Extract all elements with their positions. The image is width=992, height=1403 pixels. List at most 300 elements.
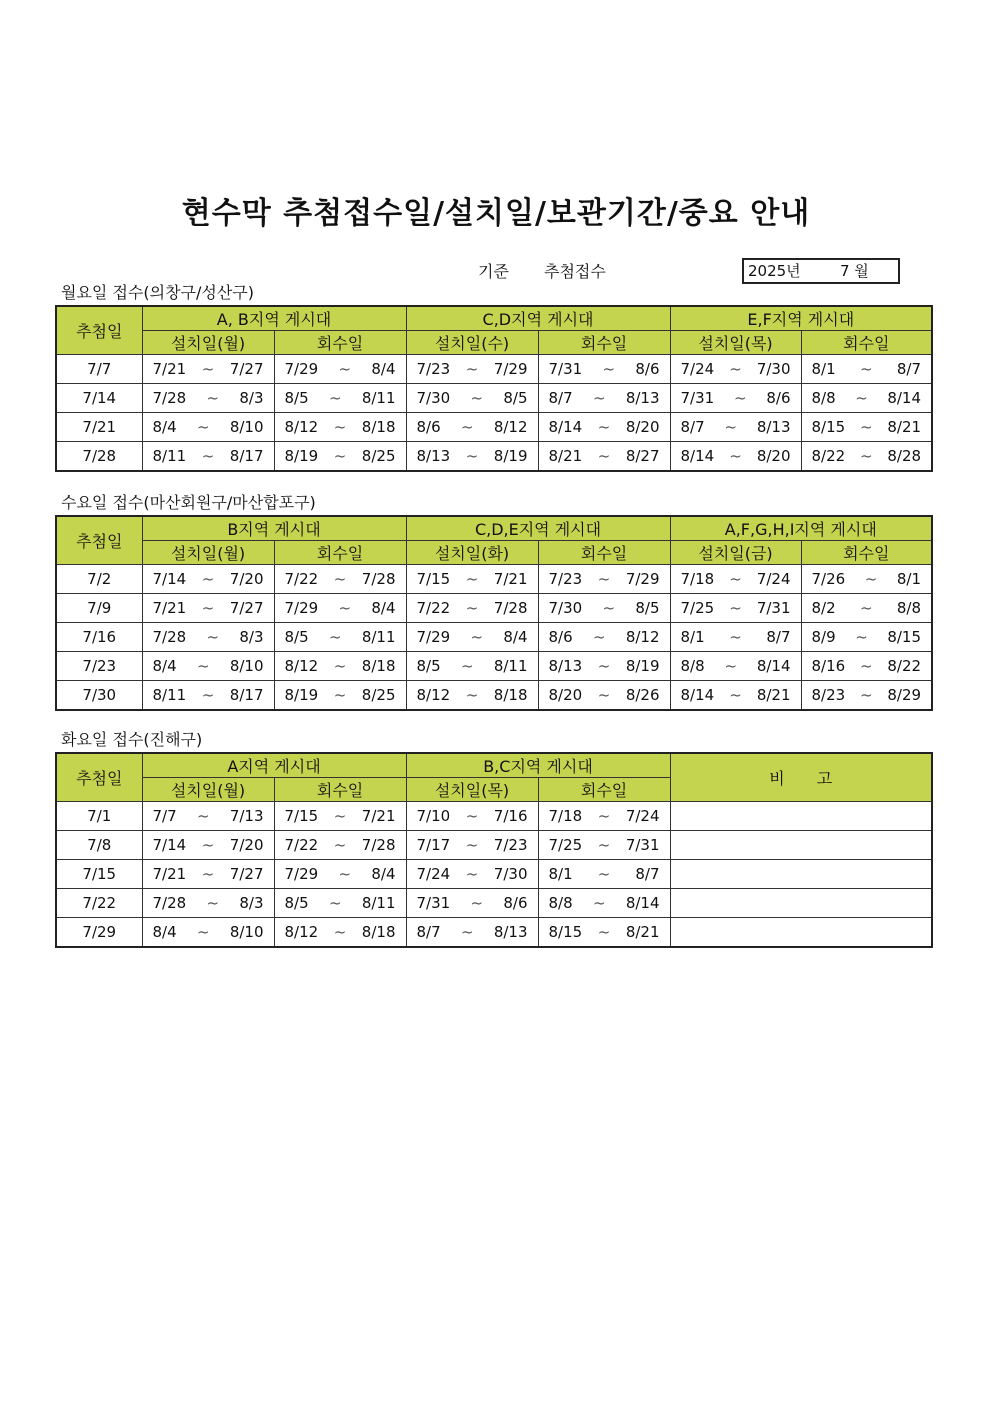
collect-range-cell	[538, 384, 670, 413]
collect-range-cell	[801, 442, 932, 472]
range-end: 7/30	[756, 360, 791, 378]
tilde-separator: ~	[465, 807, 479, 825]
range-start: 7/30	[548, 599, 583, 617]
draw-date-cell: 7/9	[56, 594, 142, 623]
date-range	[143, 570, 274, 588]
install-range-cell	[142, 565, 274, 594]
install-range-cell	[406, 384, 538, 413]
basis-label-1: 기준	[478, 262, 509, 281]
draw-date-cell: 7/21	[56, 413, 142, 442]
tilde-separator: ~	[597, 447, 611, 465]
install-range-cell	[670, 565, 801, 594]
page-title: 현수막 추첨접수일/설치일/보관기간/중요 안내	[181, 196, 811, 231]
draw-date-cell: 7/15	[56, 860, 142, 889]
date-range	[671, 418, 801, 436]
tilde-separator: ~	[333, 686, 347, 704]
tilde-separator: ~	[597, 657, 611, 675]
range-end: 7/29	[625, 570, 660, 588]
range-start: 8/8	[811, 389, 836, 407]
range-start: 8/12	[416, 686, 451, 704]
range-start: 8/1	[548, 865, 573, 883]
year-value: 2025년	[748, 262, 801, 280]
range-start: 8/11	[152, 447, 187, 465]
note-cell	[670, 802, 932, 831]
date-range	[802, 628, 932, 646]
range-end: 8/11	[361, 389, 396, 407]
date-range	[802, 447, 932, 465]
range-end: 8/29	[887, 686, 922, 704]
collect-range-cell	[801, 623, 932, 652]
range-start: 7/10	[416, 807, 451, 825]
collect-range-cell	[274, 565, 406, 594]
range-end: 8/4	[371, 599, 396, 617]
range-start: 8/15	[548, 923, 583, 941]
draw-date-cell: 7/16	[56, 623, 142, 652]
table-row	[56, 831, 932, 860]
draw-date-cell: 7/1	[56, 802, 142, 831]
range-start: 8/4	[152, 657, 177, 675]
range-start: 7/25	[680, 599, 715, 617]
range-start: 7/26	[811, 570, 846, 588]
install-range-cell	[670, 442, 801, 472]
date-range	[671, 360, 801, 378]
basis-label-2: 추첨접수	[544, 262, 606, 281]
date-range	[275, 686, 406, 704]
collect-range-cell	[801, 355, 932, 384]
install-range-cell	[142, 681, 274, 711]
tilde-separator: ~	[206, 389, 220, 407]
range-end: 7/16	[493, 807, 528, 825]
range-start: 7/31	[548, 360, 583, 378]
tilde-separator: ~	[729, 447, 742, 465]
tilde-separator: ~	[734, 389, 747, 407]
draw-date-header: 추첨일	[56, 516, 142, 565]
range-end: 8/18	[493, 686, 528, 704]
tilde-separator: ~	[201, 599, 215, 617]
tilde-separator: ~	[729, 599, 742, 617]
date-range	[407, 360, 538, 378]
range-end: 8/15	[887, 628, 922, 646]
draw-date-cell: 7/7	[56, 355, 142, 384]
tilde-separator: ~	[859, 360, 873, 378]
install-range-cell	[142, 831, 274, 860]
range-end: 8/20	[756, 447, 791, 465]
range-end: 8/18	[361, 923, 396, 941]
table-row	[56, 860, 932, 889]
tilde-separator: ~	[333, 418, 347, 436]
range-end: 8/18	[361, 418, 396, 436]
group-header: E,F지역 게시대	[670, 306, 932, 331]
install-range-cell	[406, 802, 538, 831]
install-header: 설치일(목)	[670, 331, 801, 355]
date-range	[802, 389, 932, 407]
range-start: 8/9	[811, 628, 836, 646]
collect-range-cell	[274, 802, 406, 831]
tilde-separator: ~	[729, 628, 742, 646]
date-range	[275, 628, 406, 646]
group-header: A, B지역 게시대	[142, 306, 406, 331]
range-end: 8/18	[361, 657, 396, 675]
tilde-separator: ~	[201, 447, 215, 465]
collect-range-cell	[274, 681, 406, 711]
table-row	[56, 802, 932, 831]
range-end: 7/13	[229, 807, 264, 825]
tilde-separator: ~	[859, 447, 873, 465]
collect-range-cell	[274, 889, 406, 918]
install-range-cell	[142, 889, 274, 918]
tilde-separator: ~	[592, 894, 606, 912]
range-start: 7/28	[152, 894, 187, 912]
date-range	[802, 360, 932, 378]
draw-date-cell: 7/23	[56, 652, 142, 681]
date-range	[539, 686, 670, 704]
draw-date-cell: 7/30	[56, 681, 142, 711]
range-start: 8/8	[548, 894, 573, 912]
group-header: A지역 게시대	[142, 753, 406, 778]
collect-range-cell	[274, 623, 406, 652]
draw-date-cell: 7/29	[56, 918, 142, 948]
range-end: 8/5	[503, 389, 528, 407]
tilde-separator: ~	[592, 389, 606, 407]
range-end: 7/27	[229, 360, 264, 378]
group-header: B,C지역 게시대	[406, 753, 670, 778]
range-end: 7/27	[229, 865, 264, 883]
install-header: 설치일(월)	[142, 778, 274, 802]
range-end: 8/26	[625, 686, 660, 704]
range-end: 7/28	[361, 836, 396, 854]
date-range	[671, 389, 801, 407]
range-end: 8/28	[887, 447, 922, 465]
tilde-separator: ~	[859, 686, 873, 704]
range-start: 7/18	[548, 807, 583, 825]
tilde-separator: ~	[602, 360, 616, 378]
range-end: 8/6	[766, 389, 791, 407]
tilde-separator: ~	[333, 447, 347, 465]
range-end: 8/5	[635, 599, 660, 617]
tilde-separator: ~	[338, 865, 352, 883]
date-range	[539, 836, 670, 854]
date-range	[407, 865, 538, 883]
tilde-separator: ~	[201, 865, 215, 883]
date-range	[407, 447, 538, 465]
tilde-separator: ~	[201, 360, 215, 378]
install-header: 설치일(화)	[406, 541, 538, 565]
tilde-separator: ~	[602, 599, 616, 617]
range-start: 7/28	[152, 389, 187, 407]
range-end: 7/28	[493, 599, 528, 617]
table-row	[56, 918, 932, 948]
date-range	[802, 686, 932, 704]
tilde-separator: ~	[597, 923, 611, 941]
range-end: 8/1	[896, 570, 922, 588]
range-start: 8/5	[284, 894, 309, 912]
tilde-separator: ~	[597, 686, 611, 704]
range-end: 8/11	[361, 894, 396, 912]
range-start: 8/6	[548, 628, 573, 646]
range-end: 8/27	[625, 447, 660, 465]
draw-date-cell: 7/2	[56, 565, 142, 594]
collect-range-cell	[801, 681, 932, 711]
install-range-cell	[406, 831, 538, 860]
range-start: 8/6	[416, 418, 441, 436]
date-range	[275, 657, 406, 675]
date-range	[275, 807, 406, 825]
range-start: 7/31	[416, 894, 451, 912]
tilde-separator: ~	[460, 418, 474, 436]
install-range-cell	[142, 652, 274, 681]
tilde-separator: ~	[855, 389, 868, 407]
range-end: 8/14	[887, 389, 922, 407]
tilde-separator: ~	[859, 657, 873, 675]
range-end: 8/12	[493, 418, 528, 436]
group-header: C,D지역 게시대	[406, 306, 670, 331]
date-range	[275, 389, 406, 407]
year-month-box	[742, 258, 900, 284]
install-range-cell	[670, 681, 801, 711]
tilde-separator: ~	[724, 418, 738, 436]
date-range	[539, 599, 670, 617]
range-end: 8/7	[766, 628, 791, 646]
range-end: 8/4	[503, 628, 528, 646]
install-range-cell	[406, 623, 538, 652]
install-range-cell	[142, 355, 274, 384]
date-range	[143, 447, 274, 465]
date-range	[539, 894, 670, 912]
date-range	[539, 418, 670, 436]
install-range-cell	[406, 918, 538, 948]
range-end: 8/25	[361, 447, 396, 465]
collect-range-cell	[274, 860, 406, 889]
monday-schedule-table	[55, 305, 933, 472]
table-body	[56, 802, 932, 948]
install-range-cell	[406, 681, 538, 711]
range-end: 8/3	[239, 894, 264, 912]
range-end: 7/24	[625, 807, 660, 825]
range-end: 7/27	[229, 599, 264, 617]
table-body	[56, 355, 932, 472]
tilde-separator: ~	[206, 894, 220, 912]
collect-range-cell	[274, 355, 406, 384]
date-range	[539, 360, 670, 378]
date-range	[802, 657, 932, 675]
date-range	[275, 447, 406, 465]
tilde-separator: ~	[196, 923, 210, 941]
tilde-separator: ~	[328, 894, 342, 912]
tilde-separator: ~	[338, 599, 352, 617]
tilde-separator: ~	[465, 836, 479, 854]
range-start: 8/11	[152, 686, 187, 704]
tilde-separator: ~	[724, 657, 738, 675]
range-end: 8/22	[887, 657, 922, 675]
range-start: 8/12	[284, 923, 319, 941]
range-start: 7/28	[152, 628, 187, 646]
tilde-separator: ~	[333, 657, 347, 675]
range-start: 8/14	[548, 418, 583, 436]
range-end: 8/10	[229, 923, 264, 941]
range-start: 8/13	[548, 657, 583, 675]
table-row	[56, 384, 932, 413]
install-range-cell	[406, 442, 538, 472]
date-range	[275, 894, 406, 912]
range-end: 8/21	[756, 686, 791, 704]
note-cell	[670, 860, 932, 889]
range-start: 7/17	[416, 836, 451, 854]
range-start: 7/23	[416, 360, 451, 378]
range-end: 7/24	[756, 570, 791, 588]
tilde-separator: ~	[201, 836, 215, 854]
collect-range-cell	[538, 831, 670, 860]
tilde-separator: ~	[465, 570, 479, 588]
range-start: 7/18	[680, 570, 715, 588]
tilde-separator: ~	[859, 418, 873, 436]
range-start: 7/7	[152, 807, 177, 825]
date-range	[143, 657, 274, 675]
range-end: 8/10	[229, 657, 264, 675]
table-row	[56, 442, 932, 472]
range-start: 8/7	[416, 923, 441, 941]
table-row	[56, 623, 932, 652]
tuesday-caption: 화요일 접수(진해구)	[61, 730, 203, 749]
collect-header: 회수일	[274, 778, 406, 802]
install-range-cell	[670, 623, 801, 652]
install-range-cell	[142, 413, 274, 442]
date-range	[275, 418, 406, 436]
tilde-separator: ~	[465, 865, 479, 883]
date-range	[407, 894, 538, 912]
install-header: 설치일(월)	[142, 541, 274, 565]
tilde-separator: ~	[465, 686, 479, 704]
date-range	[407, 807, 538, 825]
date-range	[143, 418, 274, 436]
range-start: 7/29	[416, 628, 451, 646]
group-header: C,D,E지역 게시대	[406, 516, 670, 541]
date-range	[143, 894, 274, 912]
table-row	[56, 594, 932, 623]
tilde-separator: ~	[333, 923, 347, 941]
tilde-separator: ~	[597, 418, 611, 436]
date-range	[143, 686, 274, 704]
range-end: 7/30	[493, 865, 528, 883]
table-row	[56, 355, 932, 384]
tilde-separator: ~	[465, 599, 479, 617]
range-end: 8/14	[625, 894, 660, 912]
date-range	[802, 418, 932, 436]
collect-range-cell	[538, 681, 670, 711]
tilde-separator: ~	[460, 657, 474, 675]
range-start: 8/21	[548, 447, 583, 465]
date-range	[671, 686, 801, 704]
tilde-separator: ~	[338, 360, 352, 378]
date-range	[671, 570, 801, 588]
tilde-separator: ~	[470, 389, 484, 407]
range-end: 8/12	[625, 628, 660, 646]
tilde-separator: ~	[465, 360, 479, 378]
date-range	[539, 570, 670, 588]
collect-range-cell	[801, 384, 932, 413]
wednesday-schedule-table	[55, 515, 933, 711]
collect-range-cell	[538, 413, 670, 442]
install-range-cell	[142, 384, 274, 413]
range-start: 8/16	[811, 657, 846, 675]
install-range-cell	[142, 594, 274, 623]
range-start: 8/13	[416, 447, 451, 465]
range-end: 8/7	[896, 360, 922, 378]
date-range	[407, 418, 538, 436]
date-range	[143, 599, 274, 617]
date-range	[671, 447, 801, 465]
tuesday-schedule-table	[55, 752, 933, 948]
collect-header: 회수일	[801, 541, 932, 565]
tilde-separator: ~	[206, 628, 220, 646]
draw-date-header: 추첨일	[56, 306, 142, 355]
range-start: 8/1	[811, 360, 836, 378]
tilde-separator: ~	[597, 570, 611, 588]
range-start: 7/21	[152, 360, 187, 378]
tilde-separator: ~	[729, 686, 742, 704]
range-start: 7/15	[284, 807, 319, 825]
install-range-cell	[406, 565, 538, 594]
range-start: 8/4	[152, 923, 177, 941]
range-start: 8/23	[811, 686, 846, 704]
install-range-cell	[142, 860, 274, 889]
install-range-cell	[142, 442, 274, 472]
collect-range-cell	[538, 802, 670, 831]
range-end: 8/17	[229, 447, 264, 465]
collect-range-cell	[274, 594, 406, 623]
tilde-separator: ~	[333, 570, 347, 588]
range-start: 8/19	[284, 686, 319, 704]
tilde-separator: ~	[859, 599, 873, 617]
date-range	[143, 865, 274, 883]
range-start: 8/1	[680, 628, 705, 646]
monday-caption: 월요일 접수(의창구/성산구)	[61, 283, 254, 302]
collect-header: 회수일	[538, 541, 670, 565]
range-end: 8/11	[361, 628, 396, 646]
range-start: 8/7	[680, 418, 705, 436]
range-end: 8/3	[239, 389, 264, 407]
date-range	[539, 657, 670, 675]
range-start: 7/14	[152, 836, 187, 854]
range-end: 7/31	[756, 599, 791, 617]
date-range	[275, 865, 406, 883]
basis-label	[478, 259, 636, 282]
range-start: 8/5	[284, 389, 309, 407]
date-range	[407, 686, 538, 704]
tilde-separator: ~	[201, 570, 215, 588]
date-range	[671, 657, 801, 675]
date-range	[143, 807, 274, 825]
table-body	[56, 565, 932, 711]
range-start: 7/15	[416, 570, 451, 588]
range-start: 7/21	[152, 865, 187, 883]
range-start: 7/23	[548, 570, 583, 588]
date-range	[802, 570, 932, 588]
range-end: 8/6	[635, 360, 660, 378]
range-end: 7/21	[361, 807, 396, 825]
group-header: A,F,G,H,I지역 게시대	[670, 516, 932, 541]
collect-range-cell	[274, 831, 406, 860]
note-cell	[670, 831, 932, 860]
tilde-separator: ~	[729, 360, 742, 378]
range-start: 7/24	[680, 360, 715, 378]
date-range	[539, 923, 670, 941]
install-range-cell	[406, 355, 538, 384]
note-cell	[670, 918, 932, 948]
range-end: 8/13	[493, 923, 528, 941]
tilde-separator: ~	[597, 865, 611, 883]
collect-range-cell	[538, 918, 670, 948]
range-start: 8/20	[548, 686, 583, 704]
